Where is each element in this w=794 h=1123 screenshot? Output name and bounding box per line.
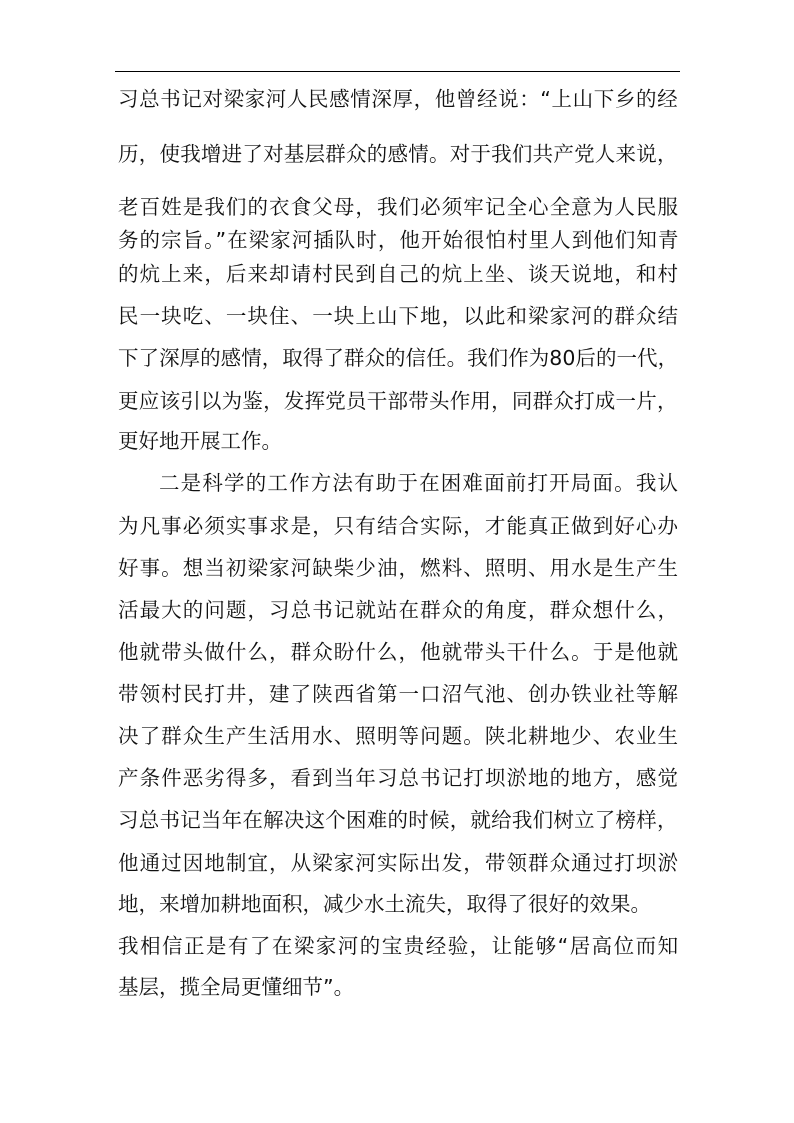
text-line: 基层，揽全局更懂细节”。 <box>118 975 355 999</box>
text-line: 历，使我增进了对基层群众的感情。对于我们共产党人来说， <box>118 142 678 166</box>
text-line: 老百姓是我们的衣食父母，我们必须牢记全心全意为人民服 <box>118 195 680 219</box>
text-line: 习总书记对梁家河人民感情深厚，他曾经说：“上山下乡的经 <box>118 87 679 111</box>
header-rule <box>115 71 680 72</box>
text-line: 务的宗旨。”在梁家河插队时，他开始很怕村里人到他们知青 <box>118 228 680 252</box>
text-line: 更应该引以为鉴，发挥党员干部带头作用，同群众打成一片， <box>118 389 678 413</box>
text-line: 我相信正是有了在梁家河的宝贵经验，让能够“居高位而知 <box>118 934 680 958</box>
text-line: 他通过因地制宜，从梁家河实际出发，带领群众通过打坝淤 <box>118 851 680 875</box>
text-line: 带领村民打井，建了陕西省第一口沼气池、创办铁业社等解 <box>118 682 680 706</box>
text-line: 活最大的问题，习总书记就站在群众的角度，群众想什么， <box>118 598 680 622</box>
text-line: 好事。想当初梁家河缺柴少油，燃料、照明、用水是生产生 <box>118 556 680 580</box>
text-line: 习总书记当年在解决这个困难的时候，就给我们树立了榜样， <box>118 808 678 832</box>
text-line: 产条件恶劣得多，看到当年习总书记打坝淤地的地方，感觉 <box>118 766 680 790</box>
text-line: 决了群众生产生活用水、照明等问题。陕北耕地少、农业生 <box>118 724 680 748</box>
paragraph-first-line: 二是科学的工作方法有助于在困难面前打开局面。我认 <box>159 471 680 495</box>
text-line: 更好地开展工作。 <box>118 429 282 453</box>
text-line: 下了深厚的感情，取得了群众的信任。我们作为80后的一代， <box>118 346 679 370</box>
text-line: 的炕上来，后来却请村民到自己的炕上坐、谈天说地，和村 <box>118 262 680 286</box>
text-line: 为凡事必须实事求是，只有结合实际，才能真正做到好心办 <box>118 514 680 538</box>
text-line: 地，来增加耕地面积，减少水土流失，取得了很好的效果。 <box>118 892 651 916</box>
text-line: 民一块吃、一块住、一块上山下地，以此和梁家河的群众结 <box>118 304 680 328</box>
text-line: 他就带头做什么，群众盼什么，他就带头干什么。于是他就 <box>118 640 680 664</box>
